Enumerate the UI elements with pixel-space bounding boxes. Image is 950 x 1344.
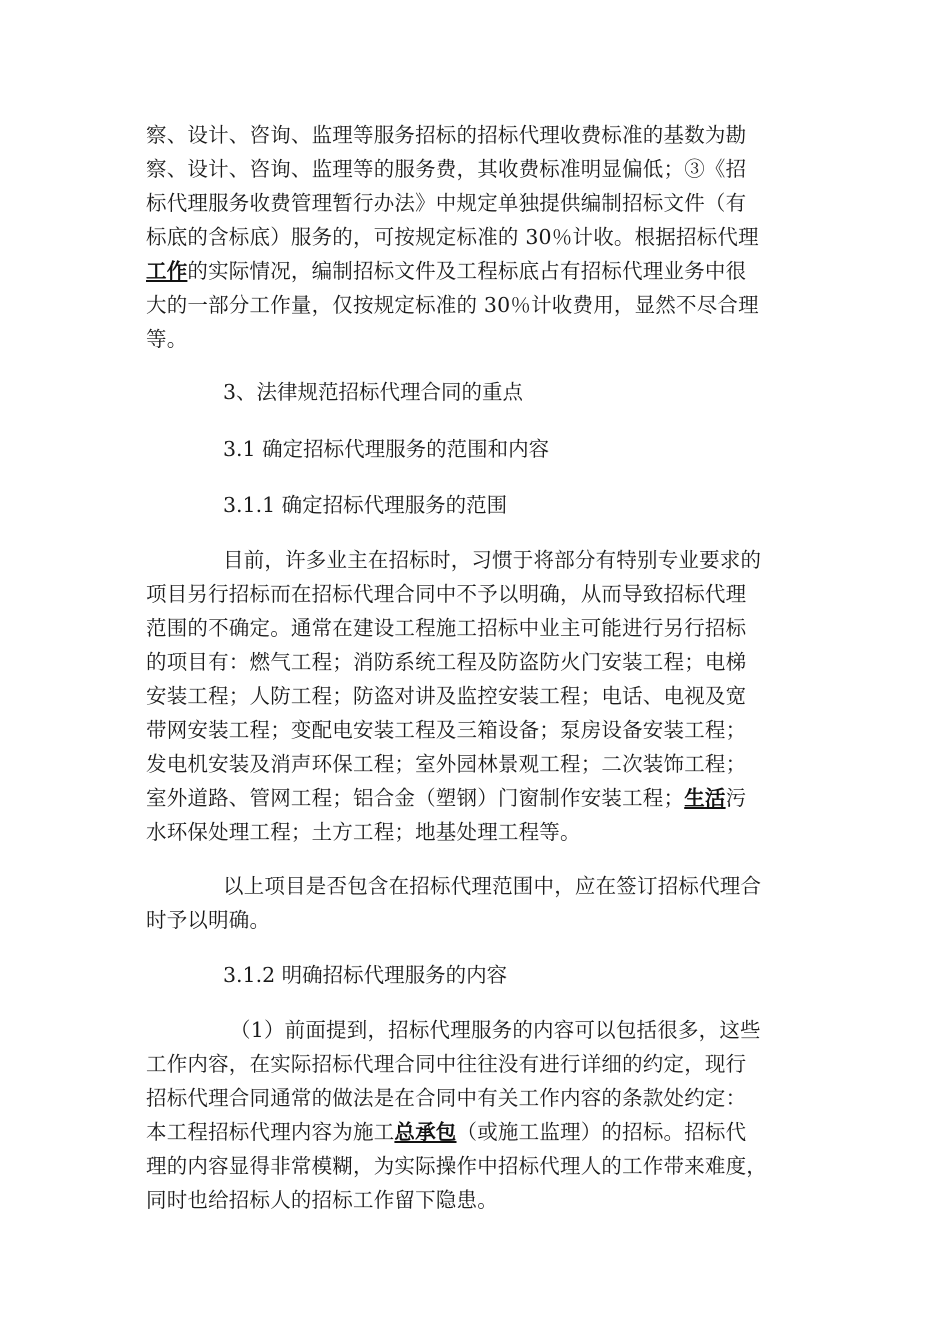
paragraph-service-content (146, 1013, 814, 1217)
paragraph-agency-scope (146, 543, 814, 849)
text-segment: 污 (725, 786, 747, 810)
paragraph-fee-standards (146, 118, 814, 356)
text-line: 等。 (146, 327, 188, 351)
text-segment: 的实际情况，编制招标文件及工程标底占有招标代理业务中很 (187, 259, 747, 283)
text-line (146, 254, 814, 288)
text-line: 标代理服务收费管理暂行办法》中规定单独提供编制招标文件（有 (146, 191, 747, 215)
text-line: 招标代理合同通常的做法是在合同中有关工作内容的条款处约定： (146, 1086, 747, 1110)
text-line: 的项目有：燃气工程；消防系统工程及防盗防火门安装工程；电梯 (146, 650, 747, 674)
link-gongzuo[interactable]: 工作 (146, 259, 188, 283)
heading-section-3-1-1: 3.1.1 确定招标代理服务的范围 (223, 493, 508, 517)
text-line: 工作内容，在实际招标代理合同中往往没有进行详细的约定，现行 (146, 1052, 747, 1076)
text-line: 标底的含标底）服务的，可按规定标准的 30％计收。根据招标代理 (146, 225, 759, 249)
link-shenghuo[interactable]: 生活 (684, 786, 726, 810)
text-line: 发电机安装及消声环保工程；室外园林景观工程；二次装饰工程； (146, 752, 747, 776)
text-line: 察、设计、咨询、监理等的服务费，其收费标准明显偏低；③《招 (146, 157, 747, 181)
heading-section-3-1-2: 3.1.2 明确招标代理服务的内容 (223, 963, 508, 987)
text-line: 带网安装工程；变配电安装工程及三箱设备；泵房设备安装工程； (146, 718, 747, 742)
text-segment: （或施工监理）的招标。招标代 (456, 1120, 747, 1144)
text-line (146, 1115, 814, 1149)
text-segment: 室外道路、管网工程；铝合金（塑钢）门窗制作安装工程； (146, 786, 685, 810)
text-line: 大的一部分工作量，仅按规定标准的 30％计收费用，显然不尽合理 (146, 293, 759, 317)
heading-section-3-1: 3.1 确定招标代理服务的范围和内容 (223, 437, 550, 461)
text-segment: 本工程招标代理内容为施工 (146, 1120, 395, 1144)
text-line: 范围的不确定。通常在建设工程施工招标中业主可能进行另行招标 (146, 616, 747, 640)
text-line: 理的内容显得非常模糊，为实际操作中招标代理人的工作带来难度， (146, 1154, 767, 1178)
text-line: 以上项目是否包含在招标代理范围中，应在签订招标代理合 (223, 874, 762, 898)
text-line: 目前，许多业主在招标时，习惯于将部分有特别专业要求的 (223, 548, 762, 572)
text-line: （1）前面提到，招标代理服务的内容可以包括很多，这些 (230, 1018, 761, 1042)
text-line (146, 781, 814, 815)
paragraph-clarify-scope (146, 869, 814, 937)
link-zongchengbao[interactable]: 总承包 (394, 1120, 457, 1144)
text-line: 项目另行招标而在招标代理合同中不予以明确，从而导致招标代理 (146, 582, 747, 606)
heading-section-3: 3、法律规范招标代理合同的重点 (223, 380, 524, 404)
text-line: 安装工程；人防工程；防盗对讲及监控安装工程；电话、电视及宽 (146, 684, 747, 708)
text-line: 同时也给招标人的招标工作留下隐患。 (146, 1188, 498, 1212)
text-line: 水环保处理工程；土方工程；地基处理工程等。 (146, 820, 581, 844)
text-line: 察、设计、咨询、监理等服务招标的招标代理收费标准的基数为勘 (146, 123, 747, 147)
text-line: 时予以明确。 (146, 908, 271, 932)
